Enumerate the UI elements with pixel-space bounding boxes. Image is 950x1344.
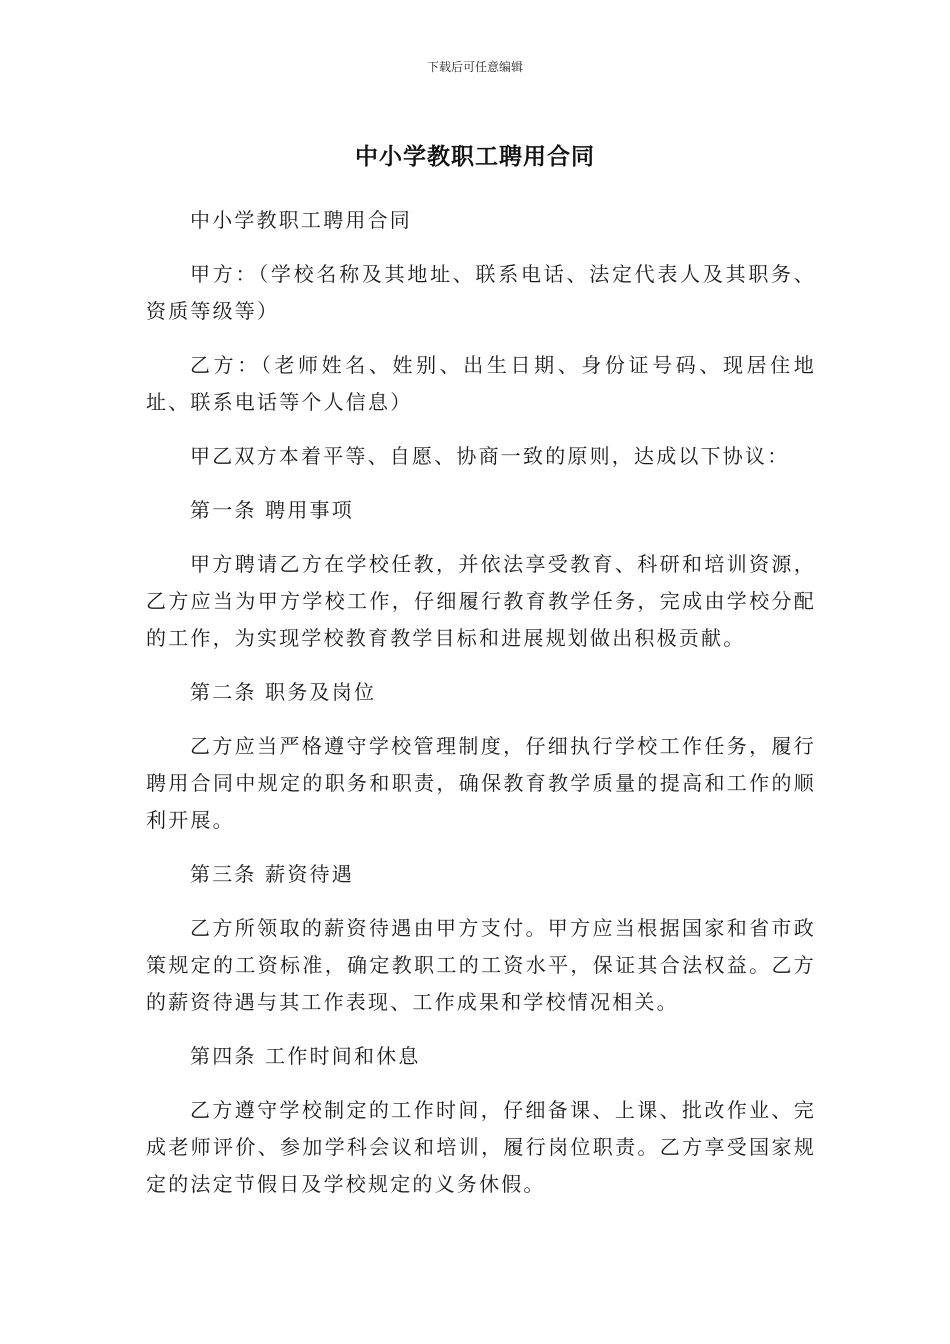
document-body — [146, 202, 816, 1220]
article-2-heading: 第二条 职务及岗位 — [190, 680, 377, 704]
article-4-body: 乙方遵守学校制定的工作时间，仔细备课、上课、批改作业、完成老师评价、参加学科会议和培训，履行岗位职责。乙方享受国家规定的法定节假日及学校规定的义务休假。 — [146, 1098, 816, 1196]
paragraph-subtitle: 中小学教职工聘用合同 — [190, 208, 412, 232]
article-4-heading: 第四条 工作时间和休息 — [190, 1044, 421, 1068]
paragraph-agreement-intro: 甲乙双方本着平等、自愿、协商一致的原则，达成以下协议： — [190, 444, 790, 468]
header-note: 下载后可任意编辑 — [426, 60, 523, 74]
article-3-body: 乙方所领取的薪资待遇由甲方支付。甲方应当根据国家和省市政策规定的工资标准，确定教职工的工资水平，保证其合法权益。乙方的薪资待遇与其工作表现、工作成果和学校情况相关。 — [146, 916, 816, 1014]
article-2-body: 乙方应当严格遵守学校管理制度，仔细执行学校工作任务，履行聘用合同中规定的职务和职责，确保教育教学质量的提高和工作的顺利开展。 — [146, 734, 816, 832]
article-1-heading: 第一条 聘用事项 — [190, 498, 354, 522]
paragraph-party-b: 乙方：（老师姓名、姓别、出生日期、身份证号码、现居住地址、联系电话等个人信息） — [146, 353, 816, 414]
document-title: 中小学教职工聘用合同 — [355, 144, 595, 170]
paragraph-party-a: 甲方：（学校名称及其地址、联系电话、法定代表人及其职务、资质等级等） — [146, 262, 816, 323]
article-3-heading: 第三条 薪资待遇 — [190, 862, 354, 886]
article-1-body: 甲方聘请乙方在学校任教，并依法享受教育、科研和培训资源，乙方应当为甲方学校工作，仔细履行教育教学任务，完成由学校分配的工作，为实现学校教育教学目标和进展规划做出积极贡献。 — [146, 552, 816, 650]
